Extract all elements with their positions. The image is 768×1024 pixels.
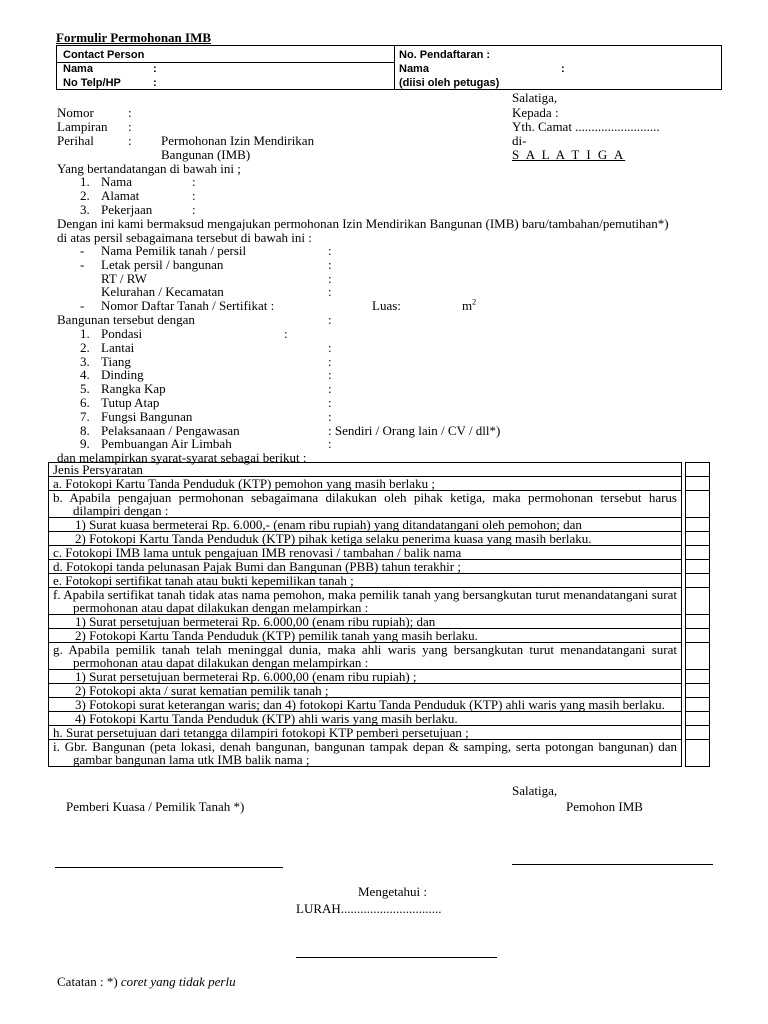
signer-intro: Yang bertandatangan di bawah ini ;: [57, 161, 241, 176]
parcel-bullet-2: -: [80, 257, 85, 272]
catatan-text: coret yang tidak perlu: [120, 974, 236, 989]
building-label: Pembuangan Air Limbah: [101, 436, 232, 452]
signer-num-1: 1.: [80, 174, 90, 189]
requirement-row: [49, 463, 710, 477]
pelaksanaan-value: : Sendiri / Orang lain / CV / dll*): [328, 423, 501, 438]
requirement-row: [49, 670, 710, 684]
requirement-row: [49, 560, 710, 574]
header-kota: S A L A T I G A: [512, 147, 626, 162]
perihal-label: Perihal: [57, 133, 94, 148]
requirement-label: 2) Fotokopi Kartu Tanda Penduduk (KTP) pemilik tanah yang masih berlaku.: [75, 628, 478, 643]
requirement-checkbox[interactable]: [686, 477, 710, 491]
parcel-bullet-5: -: [80, 298, 85, 313]
requirement-label: 1) Surat kuasa bermeterai Rp. 6.000,- (enam ribu rupiah) yang ditandatangani oleh pemohon; dan: [75, 517, 582, 532]
requirement-checkbox[interactable]: [686, 560, 710, 574]
signer-colon-1: :: [192, 174, 196, 189]
requirement-label: 1) Surat persetujuan bermeterai Rp. 6.000,00 (enam ribu rupiah) ;: [75, 669, 417, 684]
requirement-text: [49, 477, 682, 491]
building-label: Lantai: [101, 339, 135, 355]
building-label: Tiang: [101, 353, 131, 369]
building-intro-colon: :: [328, 312, 332, 327]
requirement-row: [49, 740, 710, 767]
building-label: Pelaksanaan / Pengawasan: [101, 422, 240, 438]
requirement-label: e. Fotokopi sertifikat tanah atau bukti kepemilikan tanah ;: [53, 573, 354, 588]
requirements-table: [48, 462, 710, 767]
requirement-checkbox[interactable]: [686, 698, 710, 712]
parcel-label-letak: Letak persil / bangunan: [101, 257, 224, 272]
building-colon: :: [328, 353, 332, 369]
building-colon: :: [328, 395, 332, 410]
requirement-row: [49, 726, 710, 740]
building-colon: :: [328, 408, 332, 424]
requirement-text: [49, 670, 682, 684]
lurah-label: LURAH...............................: [296, 901, 442, 916]
requirement-checkbox[interactable]: [686, 463, 710, 477]
mengetahui-label: Mengetahui :: [358, 884, 427, 899]
building-colon: :: [328, 381, 332, 397]
contact-telp-label: No Telp/HP: [63, 77, 121, 89]
parcel-label-kelurahan: Kelurahan / Kecamatan: [101, 284, 224, 299]
requirement-checkbox[interactable]: [686, 518, 710, 532]
signer-colon-3: :: [192, 202, 196, 217]
signer-num-2: 2.: [80, 188, 90, 203]
building-label: Pondasi: [101, 326, 143, 341]
petugas-nama-colon: :: [561, 63, 565, 75]
requirement-text: [49, 740, 682, 767]
parcel-colon-3: :: [328, 271, 332, 286]
requirement-label: Jenis Persyaratan: [53, 462, 143, 477]
intent-line-1: Dengan ini kami bermaksud mengajukan permohonan Izin Mendirikan Bangunan (IMB) baru/tambahan/pemutihan*): [57, 216, 669, 231]
building-label: Tutup Atap: [101, 395, 160, 410]
requirement-label: b. Apabila pengajuan permohonan sebagaimana dilakukan oleh pihak ketiga, maka permohonan tersebut harus dilampiri dengan :: [53, 490, 677, 518]
requirement-label: c. Fotokopi IMB lama untuk pengajuan IMB renovasi / tambahan / balik nama: [53, 545, 462, 560]
right-signature-line: [512, 864, 713, 865]
requirement-checkbox[interactable]: [686, 740, 710, 767]
building-colon: :: [328, 367, 332, 383]
requirement-row: [49, 477, 710, 491]
requirement-checkbox[interactable]: [686, 491, 710, 518]
requirement-text: [49, 463, 682, 477]
requirement-checkbox[interactable]: [686, 712, 710, 726]
nomor-label: Nomor: [57, 105, 94, 120]
perihal-value-1: Permohonan Izin Mendirikan: [161, 133, 315, 148]
header-di: di-: [512, 133, 527, 148]
requirement-text: [49, 615, 682, 629]
requirement-label: i. Gbr. Bangunan (peta lokasi, denah bangunan, bangunan tampak depan & samping, serta potongan bangunan) dan gambar bangunan lama utk IMB balik nama ;: [53, 739, 677, 767]
requirement-checkbox[interactable]: [686, 684, 710, 698]
lampiran-label: Lampiran: [57, 119, 108, 134]
requirement-text: [49, 726, 682, 740]
requirement-label: 3) Fotokopi surat keterangan waris; dan 4) fotokopi Kartu Tanda Penduduk (KTP) ahli waris yang masih berlaku.: [75, 697, 665, 712]
requirement-row: [49, 491, 710, 518]
lurah-signature-line: [296, 957, 497, 958]
left-signer-label: Pemberi Kuasa / Pemilik Tanah *): [66, 799, 245, 814]
requirement-text: [49, 588, 682, 615]
no-pendaftaran-label: No. Pendaftaran :: [399, 49, 491, 61]
requirement-row: [49, 698, 710, 712]
building-label: Rangka Kap: [101, 381, 166, 397]
right-signer-label: Pemohon IMB: [566, 799, 643, 814]
requirement-text: [49, 546, 682, 560]
catatan-label: Catatan : *): [57, 974, 118, 989]
building-num: 5.: [80, 381, 90, 397]
requirement-label: 4) Fotokopi Kartu Tanda Penduduk (KTP) ahli waris yang masih berlaku.: [75, 711, 458, 726]
left-signature-line: [55, 867, 283, 868]
building-num: 6.: [80, 395, 90, 410]
contact-nama-label: Nama: [63, 63, 93, 75]
requirement-label: 1) Surat persetujuan bermeterai Rp. 6.000,00 (enam ribu rupiah); dan: [75, 614, 436, 629]
building-num: 3.: [80, 353, 90, 369]
requirement-text: [49, 684, 682, 698]
requirement-row: [49, 574, 710, 588]
building-label: Fungsi Bangunan: [101, 408, 193, 424]
requirement-label: g. Apabila pemilik tanah telah meninggal dunia, maka ahli waris yang bersangkutan turut menandatangani surat permohonan atau dapat dilakukan dengan melampirkan :: [53, 642, 677, 670]
attach-intro: dan melampirkan syarat-syarat sebagai berikut :: [57, 450, 307, 465]
requirement-label: d. Fotokopi tanda pelunasan Pajak Bumi dan Bangunan (PBB) tahun terakhir ;: [53, 559, 461, 574]
building-intro: Bangunan tersebut dengan: [57, 312, 195, 327]
building-num: 4.: [80, 367, 90, 383]
header-kepada: Kepada :: [512, 105, 559, 120]
luas-unit-sup: 2: [472, 297, 477, 307]
requirement-text: [49, 698, 682, 712]
intent-line-2: di atas persil sebagaimana tersebut di bawah ini :: [57, 230, 312, 245]
luas-unit: [462, 299, 476, 313]
requirement-checkbox[interactable]: [686, 574, 710, 588]
requirement-checkbox[interactable]: [686, 629, 710, 643]
building-colon: :: [328, 436, 332, 452]
requirement-checkbox[interactable]: [686, 532, 710, 546]
building-num: 1.: [80, 326, 90, 341]
requirement-checkbox[interactable]: [686, 546, 710, 560]
nomor-colon: :: [128, 105, 132, 120]
requirement-text: [49, 574, 682, 588]
petugas-note: (diisi oleh petugas): [399, 77, 500, 89]
building-num: 9.: [80, 436, 90, 452]
requirement-row: [49, 532, 710, 546]
contact-telp-colon: :: [153, 77, 157, 89]
contact-box: [56, 45, 722, 90]
requirement-text: [49, 712, 682, 726]
parcel-colon-1: :: [328, 243, 332, 258]
requirement-row: [49, 684, 710, 698]
requirement-checkbox[interactable]: [686, 615, 710, 629]
building-num: 7.: [80, 408, 90, 424]
contact-person-label: Contact Person: [63, 49, 145, 61]
luas-unit-m: m: [462, 298, 473, 313]
requirement-checkbox[interactable]: [686, 670, 710, 684]
header-city: Salatiga,: [512, 90, 558, 105]
requirement-label: 2) Fotokopi akta / surat kematian pemilik tanah ;: [75, 683, 329, 698]
requirement-checkbox[interactable]: [686, 643, 710, 670]
requirement-row: [49, 546, 710, 560]
parcel-label-pemilik: Nama Pemilik tanah / persil: [101, 243, 247, 258]
parcel-colon-2: :: [328, 257, 332, 272]
header-yth: Yth. Camat ..........................: [512, 119, 660, 134]
contact-nama-colon: :: [153, 63, 157, 75]
building-label: Dinding: [101, 367, 144, 383]
requirement-row: [49, 588, 710, 615]
requirement-text: [49, 532, 682, 546]
perihal-value-2: Bangunan (IMB): [161, 147, 251, 162]
requirement-checkbox[interactable]: [686, 726, 710, 740]
signer-colon-2: :: [192, 188, 196, 203]
petugas-nama-label: Nama: [399, 63, 429, 75]
requirement-text: [49, 491, 682, 518]
signer-label-nama: Nama: [101, 174, 133, 189]
parcel-label-sertifikat: Nomor Daftar Tanah / Sertifikat :: [101, 298, 275, 313]
building-num: 2.: [80, 339, 90, 355]
building-colon: :: [284, 326, 288, 341]
parcel-label-rtrw: RT / RW: [101, 271, 147, 286]
form-title: Formulir Permohonan IMB: [56, 30, 212, 45]
requirement-text: [49, 629, 682, 643]
catatan: [57, 975, 236, 989]
lampiran-colon: :: [128, 119, 132, 134]
signer-label-pekerjaan: Pekerjaan: [101, 202, 153, 217]
perihal-colon: :: [128, 133, 132, 148]
building-num: 8.: [80, 422, 90, 438]
requirement-label: f. Apabila sertifikat tanah tidak atas nama pemohon, maka pemilik tanah yang bersangkutan turut menandatangani surat permohonan atau dapat dilakukan dengan melampirkan :: [53, 587, 677, 615]
parcel-colon-4: :: [328, 284, 332, 299]
requirement-row: [49, 518, 710, 532]
requirement-row: [49, 615, 710, 629]
requirement-label: 2) Fotokopi Kartu Tanda Penduduk (KTP) pihak ketiga selaku penerima kuasa yang masih berlaku.: [75, 531, 592, 546]
parcel-bullet-1: -: [80, 243, 85, 258]
requirement-label: a. Fotokopi Kartu Tanda Penduduk (KTP) pemohon yang masih berlaku ;: [53, 476, 435, 491]
requirement-label: h. Surat persetujuan dari tetangga dilampiri fotokopi KTP pemberi persetujuan ;: [53, 725, 469, 740]
requirement-text: [49, 518, 682, 532]
requirement-row: [49, 643, 710, 670]
requirement-row: [49, 712, 710, 726]
requirement-row: [49, 629, 710, 643]
signer-num-3: 3.: [80, 202, 90, 217]
building-colon: :: [328, 339, 332, 355]
footer-city: Salatiga,: [512, 783, 558, 798]
luas-label: Luas:: [372, 298, 401, 313]
requirement-checkbox[interactable]: [686, 588, 710, 615]
signer-label-alamat: Alamat: [101, 188, 140, 203]
requirement-text: [49, 643, 682, 670]
requirement-text: [49, 560, 682, 574]
